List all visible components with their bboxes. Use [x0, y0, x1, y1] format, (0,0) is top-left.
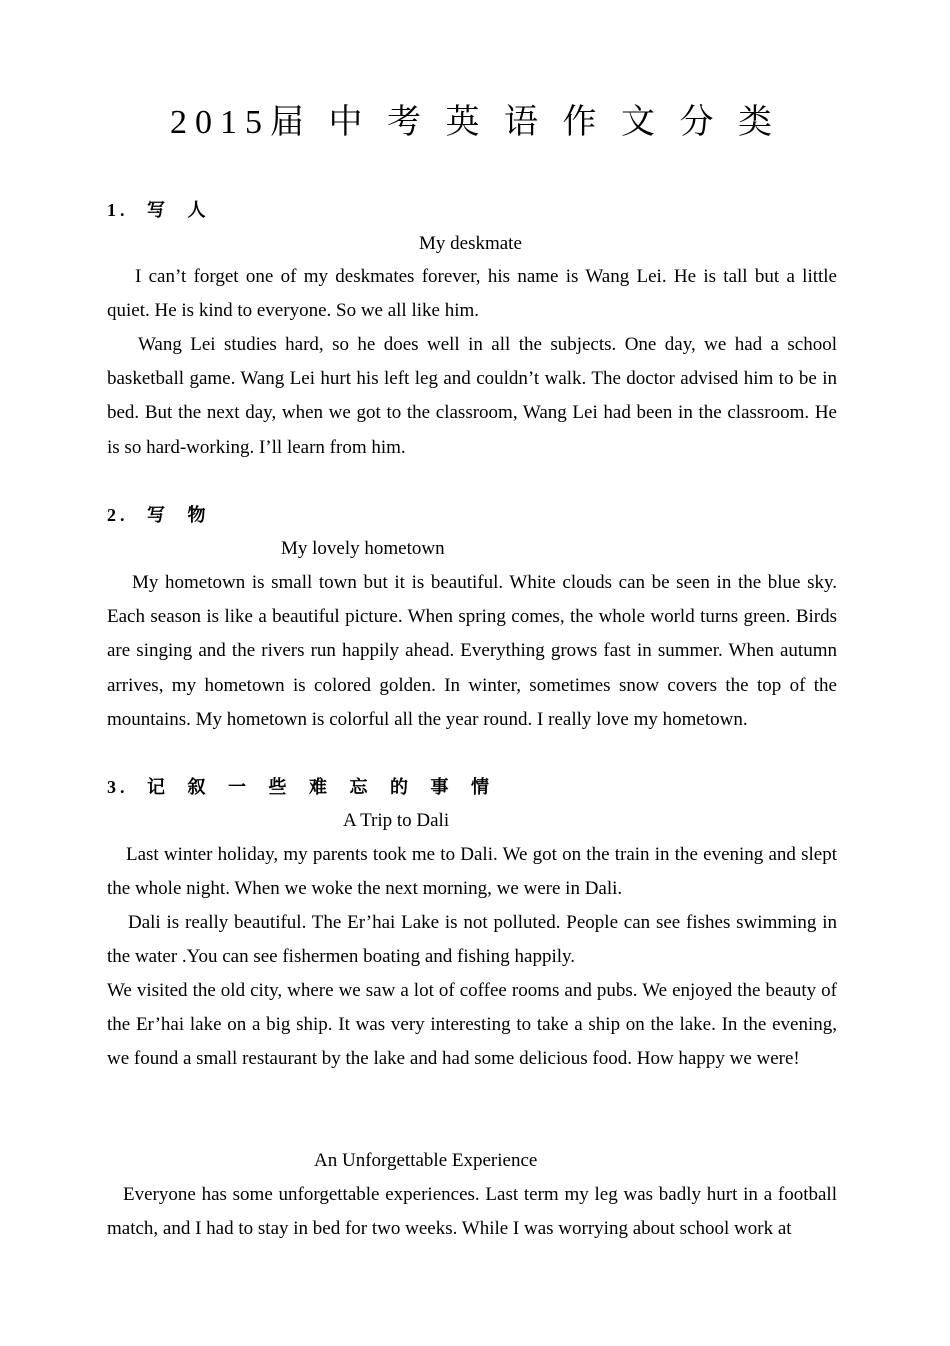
- paragraph: We visited the old city, where we saw a lot of coffee rooms and pubs. We enjoyed the beauty of the Er’hai lake on a big ship. It was very interesting to take a ship on the lake. In the evening, we found a small restaurant by the lake and had some delicious food. How happy we were!: [107, 980, 837, 1070]
- section-heading-1: 1. 写 人: [107, 200, 210, 220]
- paragraph: My hometown is small town but it is beautiful. White clouds can be seen in the blue sky. Each season is like a beautiful picture. When spring comes, the whole world turns green. Birds are singing and the rivers run happily ahead. Everything grows fast in summer. When autumn arrives, my hometown is colored golden. In winter, sometimes snow covers the top of the mountains. My hometown is colorful all the year round. I really love my hometown.: [107, 572, 837, 730]
- paragraph: I can’t forget one of my deskmates forever, his name is Wang Lei. He is tall but a little quiet. He is kind to everyone. So we all like him.: [107, 266, 837, 322]
- paragraph: Last winter holiday, my parents took me to Dali. We got on the train in the evening and slept the whole night. When we woke the next morning, we were in Dali.: [107, 844, 837, 900]
- section-heading-3: 3. 记 叙 一 些 难 忘 的 事 情: [107, 777, 493, 797]
- essay-title-an-unforgettable-experience: An Unforgettable Experience: [314, 1150, 538, 1171]
- essay-title-my-deskmate: My deskmate: [419, 233, 522, 254]
- paragraph: Wang Lei studies hard, so he does well in all the subjects. One day, we had a school basketball game. Wang Lei hurt his left leg and couldn’t walk. The doctor advised him to be in bed. But the next day, when we got to the classroom, Wang Lei had been in the classroom. He is so hard-working. I’ll learn from him.: [107, 334, 837, 458]
- paragraph: Everyone has some unforgettable experiences. Last term my leg was badly hurt in a football match, and I had to stay in bed for two weeks. While I was worrying about school work at: [107, 1184, 837, 1240]
- essay-title-a-trip-to-dali: A Trip to Dali: [343, 810, 450, 831]
- paragraph: Dali is really beautiful. The Er’hai Lake is not polluted. People can see fishes swimming in the water .You can see fishermen boating and fishing happily.: [107, 912, 837, 968]
- section-heading-2: 2. 写 物: [107, 505, 210, 525]
- document-title: 2015届 中 考 英 语 作 文 分 类: [170, 104, 780, 141]
- essay-title-my-lovely-hometown: My lovely hometown: [281, 538, 445, 559]
